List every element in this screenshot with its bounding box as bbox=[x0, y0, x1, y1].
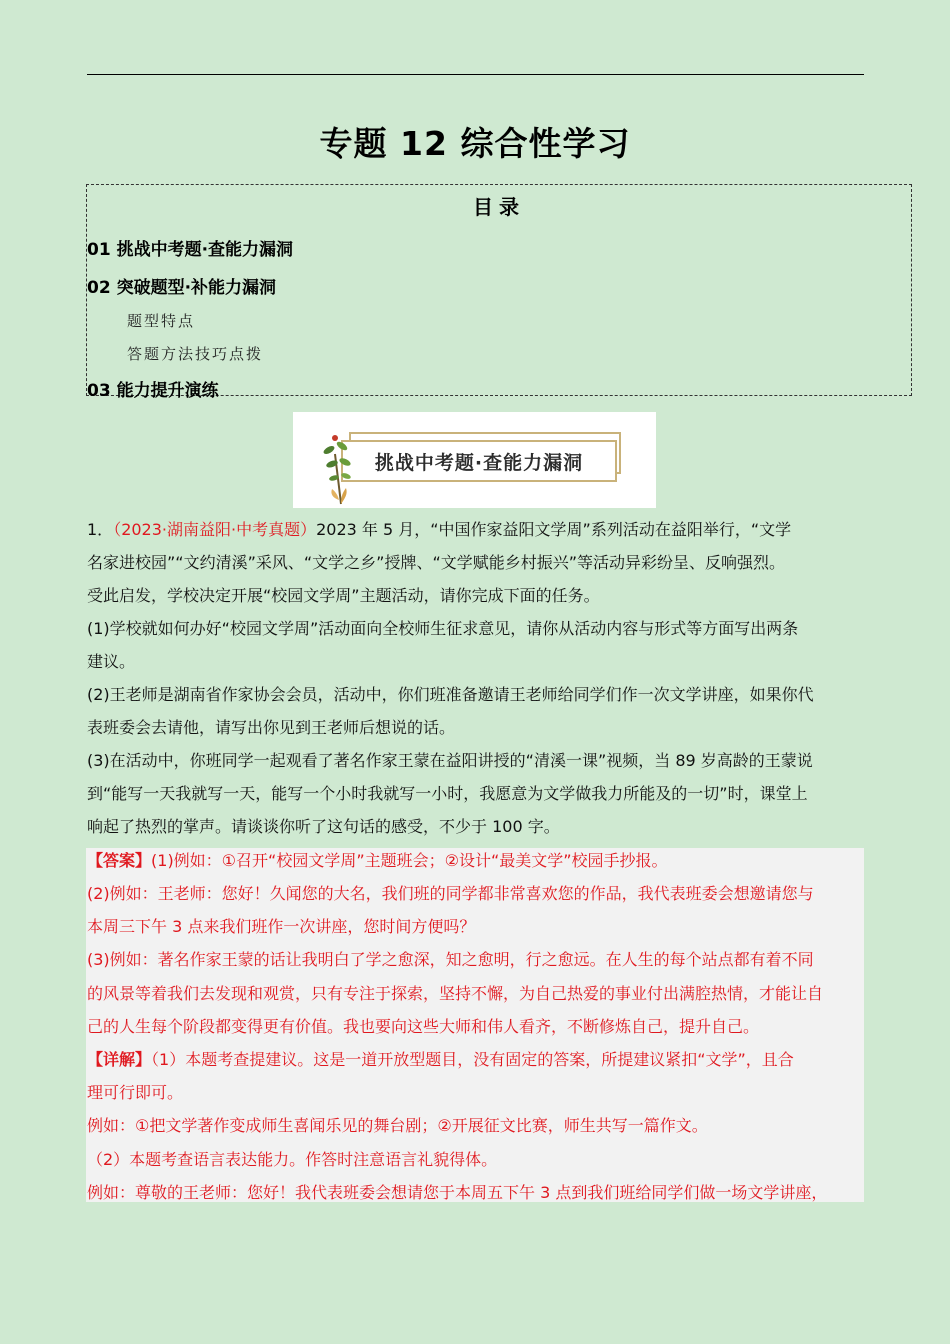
question-number: 1． bbox=[87, 520, 114, 539]
toc-item-02[interactable]: 02 突破题型·补能力漏洞 bbox=[87, 278, 277, 298]
question-line-7: 表班委会去请他，请写出你见到王老师后想说的话。 bbox=[87, 718, 456, 737]
answer-line-2: (2)例如：王老师：您好！久闻您的大名，我们班的同学都非常喜欢您的作品，我代表班委会想邀请您与 bbox=[87, 884, 814, 903]
question-line-8: (3)在活动中，你班同学一起观看了著名作家王蒙在益阳讲授的“清溪一课”视频，当 89 岁高龄的王蒙说 bbox=[87, 751, 813, 770]
question-source: （2023·湖南益阳·中考真题） bbox=[113, 520, 317, 539]
detail-line-1 bbox=[87, 1050, 794, 1070]
question-line-2: 名家进校园”“文约清溪”采风、“文学之乡”授牌、“文学赋能乡村振兴”等活动异彩纷呈、反响强烈。 bbox=[87, 553, 786, 572]
plant-icon bbox=[315, 426, 365, 506]
answer-text: (1)例如：①召开“校园文学周”主题班会；②设计“最美文学”校园手抄报。 bbox=[151, 851, 668, 870]
banner-label: 挑战中考题·查能力漏洞 bbox=[341, 440, 617, 482]
document-title: 专题 12 综合性学习 bbox=[319, 124, 631, 163]
table-of-contents bbox=[86, 184, 912, 401]
toc-item-01[interactable]: 01 挑战中考题·查能力漏洞 bbox=[87, 240, 294, 260]
answer-line-6: 己的人生每个阶段都变得更有价值。我也要向这些大师和伟人看齐，不断修炼自己，提升自己。 bbox=[87, 1017, 760, 1036]
toc-subitem-features[interactable]: 题型特点 bbox=[127, 312, 196, 330]
toc-item-03[interactable]: 03 能力提升演练 bbox=[87, 381, 219, 401]
answer-tag: 【答案】 bbox=[87, 851, 152, 870]
detail-line-3: 例如：①把文学著作变成师生喜闻乐见的舞台剧；②开展征文比赛，师生共写一篇作文。 bbox=[87, 1116, 708, 1135]
detail-line-5: 例如：尊敬的王老师：您好！我代表班委会想请您于本周五下午 3 点到我们班给同学们做一场文学讲座， bbox=[87, 1183, 828, 1202]
question-line-1 bbox=[87, 520, 791, 540]
question-line-6: (2)王老师是湖南省作家协会会员，活动中，你们班准备邀请王老师给同学们作一次文学讲座，如果你代 bbox=[87, 685, 814, 704]
question-line-3: 受此启发，学校决定开展“校园文学周”主题活动，请你完成下面的任务。 bbox=[87, 586, 600, 605]
detail-tag: 【详解】 bbox=[87, 1050, 152, 1069]
answer-line-4: (3)例如：著名作家王蒙的话让我明白了学之愈深，知之愈明，行之愈远。在人生的每个站点都有着不同 bbox=[87, 950, 814, 969]
question-line-10: 响起了热烈的掌声。请谈谈你听了这句话的感受，不少于 100 字。 bbox=[87, 817, 560, 836]
section-banner bbox=[293, 412, 656, 508]
detail-line-4: （2）本题考查语言表达能力。作答时注意语言礼貌得体。 bbox=[87, 1150, 498, 1169]
toc-subitem-methods[interactable]: 答题方法技巧点拨 bbox=[127, 345, 264, 363]
toc-heading: 目录 bbox=[473, 195, 525, 219]
question-text: 2023 年 5 月，“中国作家益阳文学周”系列活动在益阳举行，“文学 bbox=[316, 520, 792, 539]
question-line-5: 建议。 bbox=[87, 652, 136, 671]
answer-line-3: 本周三下午 3 点来我们班作一次讲座，您时间方便吗？ bbox=[87, 917, 476, 936]
question-line-4: (1)学校就如何办好“校园文学周”活动面向全校师生征求意见，请你从活动内容与形式等方面写出两条 bbox=[87, 619, 799, 638]
detail-line-2: 理可行即可。 bbox=[87, 1083, 184, 1102]
answer-line-5: 的风景等着我们去发现和观赏，只有专注于探索，坚持不懈，为自己热爱的事业付出满腔热情，才能让自 bbox=[87, 984, 824, 1003]
question-line-9: 到“能写一天我就写一天，能写一个小时我就写一小时，我愿意为文学做我力所能及的一切”时，课堂上 bbox=[87, 784, 808, 803]
detail-text: （1）本题考查提建议。这是一道开放型题目，没有固定的答案，所提建议紧扣“文学”，且合 bbox=[151, 1050, 794, 1069]
answer-line-1 bbox=[87, 851, 668, 871]
top-rule bbox=[87, 74, 864, 75]
